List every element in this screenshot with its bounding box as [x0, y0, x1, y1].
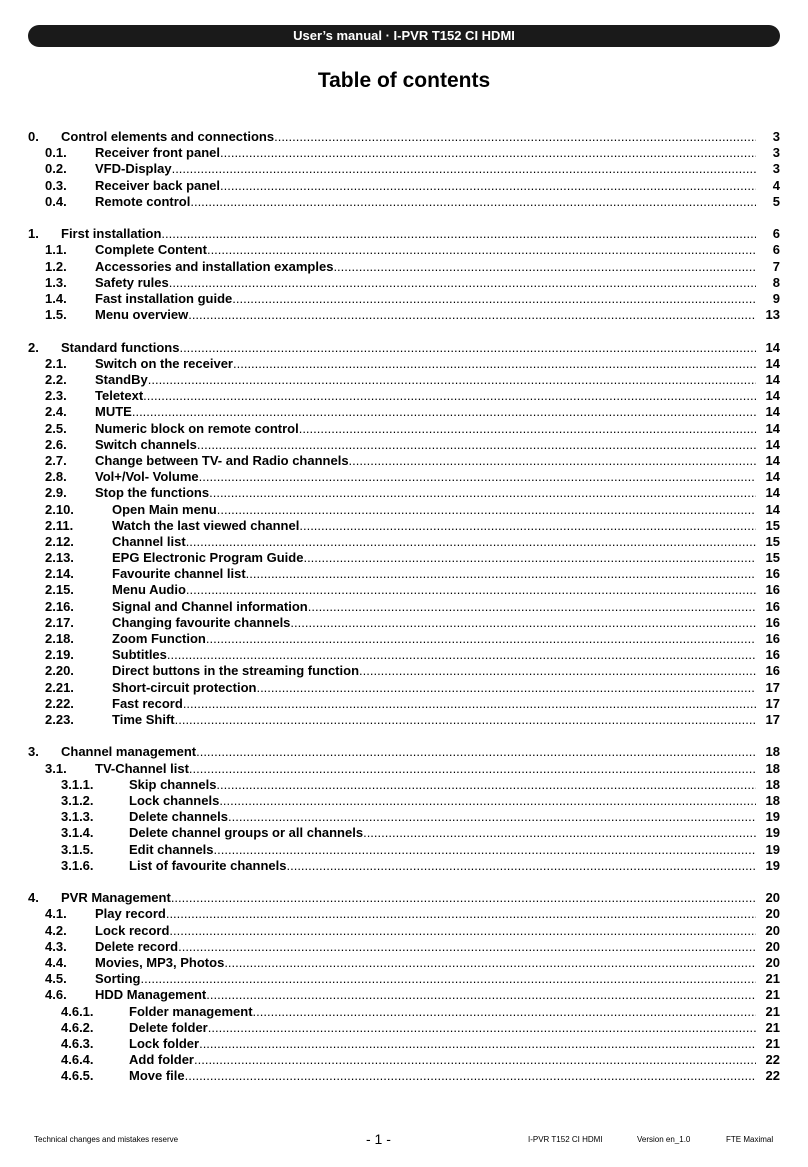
toc-entry-number: 2.16. [45, 598, 74, 614]
toc-entry-page: 14 [765, 388, 780, 404]
toc-entry[interactable] [28, 518, 780, 534]
toc-entry[interactable] [28, 404, 780, 420]
toc-entry-number: 2.22. [45, 695, 74, 711]
toc-entry-title: Channel list ..... [112, 534, 756, 550]
toc-entry-page: 16 [765, 663, 780, 679]
toc-entry-title: Accessories and installation examples ..... [95, 259, 756, 275]
toc-entry-page: 18 [765, 793, 780, 809]
toc-entry[interactable] [28, 485, 780, 501]
toc-entry-number: 2.23. [45, 711, 74, 727]
toc-entry[interactable] [28, 469, 780, 485]
toc-entry-page: 18 [765, 776, 780, 792]
toc-entry[interactable] [28, 809, 780, 825]
toc-entry-title: Fast installation guide ..... [95, 291, 756, 307]
toc-entry[interactable] [28, 437, 780, 453]
toc-entry-number: 2.2. [45, 372, 67, 388]
toc-entry-number: 2.9. [45, 485, 67, 501]
toc-entry[interactable] [28, 955, 780, 971]
toc-entry-number: 3.1.1. [61, 776, 94, 792]
toc-entry[interactable] [28, 275, 780, 291]
toc-entry-number: 4.6.2. [61, 1019, 94, 1035]
toc-entry-title: Changing favourite channels ..... [112, 615, 756, 631]
toc-entry-number: 2.18. [45, 631, 74, 647]
toc-entry-page: 19 [765, 809, 780, 825]
toc-entry-title: Play record ..... [95, 906, 756, 922]
toc-entry[interactable] [28, 502, 780, 518]
toc-entry-number: 2.5. [45, 420, 67, 436]
toc-entry[interactable] [28, 1020, 780, 1036]
toc-entry-number: 3.1. [45, 760, 67, 776]
toc-entry-title: Zoom Function ..... [112, 631, 756, 647]
toc-entry[interactable] [28, 582, 780, 598]
toc-entry[interactable] [28, 1036, 780, 1052]
toc-entry-number: 4.4. [45, 955, 67, 970]
toc-entry-title: Favourite channel list ..... [112, 566, 756, 582]
toc-entry-title: MUTE ..... [95, 404, 756, 420]
toc-entry-title: EPG Electronic Program Guide ..... [112, 550, 756, 566]
toc-entry-page: 16 [765, 566, 780, 582]
toc-entry-number: 4.2. [45, 922, 67, 938]
toc-entry-title: Stop the functions ..... [95, 485, 756, 501]
toc-entry-number: 2.13. [45, 550, 74, 566]
toc-entry[interactable] [28, 145, 780, 161]
toc-section [28, 129, 780, 210]
toc-entry[interactable] [28, 421, 780, 437]
toc-entry-page: 16 [765, 598, 780, 614]
toc-entry-page: 16 [765, 631, 780, 647]
toc-entry-title: Delete channels ..... [129, 809, 756, 825]
toc-entry-number: 0.4. [45, 193, 67, 209]
toc-entry-page: 17 [765, 679, 780, 695]
toc-entry-number: 1. [28, 226, 39, 242]
toc-entry-number: 2.12. [45, 533, 74, 549]
toc-entry-page: 14 [765, 420, 780, 436]
toc-entry[interactable] [28, 761, 780, 777]
toc-entry-title: PVR Management ..... [61, 890, 756, 906]
table-of-contents [28, 129, 780, 1101]
toc-entry[interactable] [28, 307, 780, 323]
toc-entry-title: Standard functions ..... [61, 340, 756, 356]
toc-entry-number: 2.20. [45, 663, 74, 679]
toc-entry-title: Add folder ..... [129, 1052, 756, 1068]
toc-entry-title: Numeric block on remote control ..... [95, 421, 756, 437]
toc-entry-number: 3.1.5. [61, 841, 94, 857]
toc-entry-title: Remote control ..... [95, 194, 756, 210]
toc-entry-title: Delete channel groups or all channels ..... [129, 825, 756, 841]
toc-entry-page: 21 [765, 971, 780, 987]
toc-entry-page: 15 [765, 550, 780, 566]
toc-entry-page: 14 [765, 501, 780, 517]
toc-entry-title: Skip channels ..... [129, 777, 756, 793]
toc-entry-number: 3.1.3. [61, 809, 94, 825]
toc-entry-title: Channel management ..... [61, 744, 756, 760]
toc-section [28, 340, 780, 729]
toc-entry[interactable] [28, 890, 780, 906]
toc-entry-page: 22 [765, 1052, 780, 1068]
toc-entry-title: Move file ..... [129, 1068, 756, 1084]
toc-entry-number: 4.6.1. [61, 1003, 94, 1019]
toc-entry-page: 22 [765, 1068, 780, 1084]
toc-entry-title: Sorting ..... [95, 971, 756, 987]
toc-entry[interactable] [28, 534, 780, 550]
toc-entry-title: Control elements and connections ..... [61, 129, 756, 145]
toc-entry-page: 14 [765, 452, 780, 468]
footer-model: I-PVR T152 CI HDMI [528, 1135, 603, 1144]
toc-entry[interactable] [28, 663, 780, 679]
toc-entry[interactable] [28, 550, 780, 566]
toc-entry-page: 19 [765, 841, 780, 857]
toc-entry-page: 17 [765, 695, 780, 711]
toc-entry-number: 4.6. [45, 987, 67, 1003]
toc-entry[interactable] [28, 680, 780, 696]
toc-entry-page: 6 [772, 226, 780, 242]
toc-entry-page: 13 [765, 307, 780, 323]
toc-entry-title: First installation ..... [61, 226, 756, 242]
toc-entry[interactable] [28, 712, 780, 728]
toc-entry[interactable] [28, 939, 780, 955]
toc-entry-number: 0.2. [45, 161, 67, 177]
toc-entry-number: 2.8. [45, 469, 67, 485]
toc-entry-page: 3 [772, 145, 780, 161]
toc-entry-title: Teletext ..... [95, 388, 756, 404]
toc-entry-title: Fast record ..... [112, 696, 756, 712]
toc-entry-number: 2.19. [45, 647, 74, 663]
toc-entry-title: Lock channels ..... [129, 793, 756, 809]
toc-entry-page: 16 [765, 647, 780, 663]
toc-entry-title: Short-circuit protection ..... [112, 680, 756, 696]
toc-entry-number: 4.3. [45, 938, 67, 954]
footer-brand: FTE Maximal [726, 1135, 774, 1144]
toc-entry-page: 20 [765, 890, 780, 906]
toc-entry-page: 4 [772, 177, 780, 193]
toc-entry[interactable] [28, 388, 780, 404]
toc-entry-title: Switch channels ..... [95, 437, 756, 453]
toc-entry-page: 8 [772, 274, 780, 290]
toc-entry-page: 9 [772, 290, 780, 306]
toc-entry-number: 4.6.5. [61, 1068, 94, 1084]
toc-entry-number: 2. [28, 339, 39, 355]
toc-entry[interactable] [28, 842, 780, 858]
toc-entry-number: 1.3. [45, 274, 67, 290]
toc-entry[interactable] [28, 178, 780, 194]
toc-entry[interactable] [28, 566, 780, 582]
toc-entry-number: 3.1.2. [61, 793, 94, 809]
toc-entry-page: 14 [765, 404, 780, 420]
toc-entry-title: Menu Audio ..... [112, 582, 756, 598]
header-bar: User’s manual · I-PVR T152 CI HDMI [28, 25, 780, 47]
toc-entry-number: 2.4. [45, 404, 67, 420]
toc-entry[interactable] [28, 631, 780, 647]
toc-entry[interactable] [28, 647, 780, 663]
toc-entry-page: 21 [765, 987, 780, 1003]
toc-entry-title: VFD-Display ..... [95, 161, 756, 177]
toc-entry-number: 0.1. [45, 145, 67, 161]
toc-section [28, 226, 780, 323]
toc-entry-page: 18 [765, 744, 780, 760]
toc-entry-page: 3 [772, 129, 780, 144]
toc-entry-number: 2.6. [45, 436, 67, 452]
toc-entry-page: 20 [765, 906, 780, 922]
toc-entry-page: 20 [765, 955, 780, 970]
toc-entry[interactable] [28, 1004, 780, 1020]
toc-entry[interactable] [28, 453, 780, 469]
toc-entry-number: 2.1. [45, 355, 67, 371]
toc-entry[interactable] [28, 615, 780, 631]
toc-entry-title: Open Main menu ..... [112, 502, 756, 518]
toc-entry-number: 4.1. [45, 906, 67, 922]
toc-entry-page: 14 [765, 469, 780, 485]
toc-entry[interactable] [28, 987, 780, 1003]
toc-entry[interactable] [28, 372, 780, 388]
toc-entry-title: Subtitles ..... [112, 647, 756, 663]
toc-entry-page: 21 [765, 1019, 780, 1035]
toc-entry[interactable] [28, 259, 780, 275]
toc-entry-number: 3.1.6. [61, 857, 94, 873]
toc-entry-title: Switch on the receiver ..... [95, 356, 756, 372]
toc-entry-page: 14 [765, 339, 780, 355]
toc-entry-number: 4.6.4. [61, 1052, 94, 1068]
toc-entry-number: 2.15. [45, 582, 74, 598]
toc-entry-number: 1.5. [45, 307, 67, 323]
toc-entry[interactable] [28, 356, 780, 372]
page-title: Table of contents [317, 69, 491, 92]
toc-entry-page: 16 [765, 614, 780, 630]
toc-entry-page: 15 [765, 517, 780, 533]
footer-version: Version en_1.0 [637, 1135, 691, 1144]
toc-entry-title: Menu overview ..... [95, 307, 756, 323]
toc-entry-title: Receiver front panel ..... [95, 145, 756, 161]
toc-entry-number: 0.3. [45, 177, 67, 193]
toc-entry[interactable] [28, 599, 780, 615]
toc-entry-title: Signal and Channel information ..... [112, 599, 756, 615]
toc-entry-title: Lock record ..... [95, 923, 756, 939]
toc-entry-title: Lock folder ..... [129, 1036, 756, 1052]
toc-entry-page: 7 [772, 258, 780, 274]
toc-entry[interactable] [28, 923, 780, 939]
toc-entry[interactable] [28, 291, 780, 307]
toc-entry[interactable] [28, 129, 780, 145]
toc-entry-page: 14 [765, 436, 780, 452]
toc-entry-page: 20 [765, 938, 780, 954]
toc-entry-page: 14 [765, 372, 780, 388]
toc-entry-title: List of favourite channels ..... [129, 858, 756, 874]
toc-entry-number: 1.4. [45, 290, 67, 306]
toc-entry-page: 18 [765, 760, 780, 776]
toc-entry-number: 2.11. [45, 517, 74, 533]
toc-entry-number: 4. [28, 890, 39, 906]
toc-entry-page: 15 [765, 533, 780, 549]
toc-entry-number: 4.6.3. [61, 1035, 94, 1051]
toc-entry-number: 3. [28, 744, 39, 760]
toc-entry-title: Time Shift ..... [112, 712, 756, 728]
toc-entry-title: Direct buttons in the streaming function ..... [112, 663, 756, 679]
toc-entry[interactable] [28, 858, 780, 874]
toc-entry[interactable] [28, 777, 780, 793]
footer-page-number: - 1 - [366, 1131, 391, 1147]
toc-entry-number: 4.5. [45, 971, 67, 987]
toc-entry-page: 21 [765, 1003, 780, 1019]
toc-entry-page: 5 [772, 193, 780, 209]
toc-entry-number: 2.3. [45, 388, 67, 404]
toc-entry-title: Movies, MP3, Photos ..... [95, 955, 756, 971]
toc-entry[interactable] [28, 971, 780, 987]
toc-entry[interactable] [28, 242, 780, 258]
toc-entry-page: 19 [765, 825, 780, 841]
toc-entry-number: 2.7. [45, 452, 67, 468]
toc-entry-page: 3 [772, 161, 780, 177]
toc-entry[interactable] [28, 161, 780, 177]
toc-entry-title: Complete Content ..... [95, 242, 756, 258]
toc-entry-page: 20 [765, 922, 780, 938]
toc-entry-page: 16 [765, 582, 780, 598]
toc-entry-page: 14 [765, 485, 780, 501]
toc-entry-title: StandBy ..... [95, 372, 756, 388]
toc-entry-number: 3.1.4. [61, 825, 94, 841]
toc-entry[interactable] [28, 226, 780, 242]
toc-entry-number: 2.21. [45, 679, 74, 695]
toc-entry-title: Watch the last viewed channel ..... [112, 518, 756, 534]
toc-entry-number: 2.17. [45, 614, 74, 630]
toc-entry[interactable] [28, 793, 780, 809]
toc-entry-number: 2.10. [45, 501, 74, 517]
toc-entry-title: Edit channels ..... [129, 842, 756, 858]
footer-disclaimer: Technical changes and mistakes reserve [34, 1135, 179, 1144]
toc-entry-title: Folder management ..... [129, 1004, 756, 1020]
toc-entry[interactable] [28, 1052, 780, 1068]
page-footer [0, 1133, 808, 1149]
toc-entry-page: 21 [765, 1035, 780, 1051]
toc-section [28, 890, 780, 1084]
toc-entry[interactable] [28, 1068, 780, 1084]
toc-entry-title: Vol+/Vol- Volume ..... [95, 469, 756, 485]
toc-entry-number: 1.2. [45, 258, 67, 274]
toc-entry-title: TV-Channel list ..... [95, 761, 756, 777]
toc-entry-title: HDD Management ..... [95, 987, 756, 1003]
toc-section [28, 744, 780, 874]
toc-entry[interactable] [28, 696, 780, 712]
toc-entry-title: Safety rules ..... [95, 275, 756, 291]
toc-entry-number: 0. [28, 129, 39, 144]
toc-entry-number: 1.1. [45, 242, 67, 258]
toc-entry[interactable] [28, 906, 780, 922]
toc-entry-title: Change between TV- and Radio channels ..... [95, 453, 756, 469]
toc-entry[interactable] [28, 194, 780, 210]
toc-entry-title: Delete record ..... [95, 939, 756, 955]
toc-entry[interactable] [28, 340, 780, 356]
toc-entry-title: Delete folder ..... [129, 1020, 756, 1036]
toc-entry-page: 14 [765, 355, 780, 371]
toc-entry-page: 17 [765, 711, 780, 727]
toc-entry-title: Receiver back panel ..... [95, 178, 756, 194]
toc-entry-number: 2.14. [45, 566, 74, 582]
toc-entry-page: 19 [765, 857, 780, 873]
toc-entry-page: 6 [772, 242, 780, 258]
toc-entry[interactable] [28, 825, 780, 841]
toc-entry[interactable] [28, 744, 780, 760]
